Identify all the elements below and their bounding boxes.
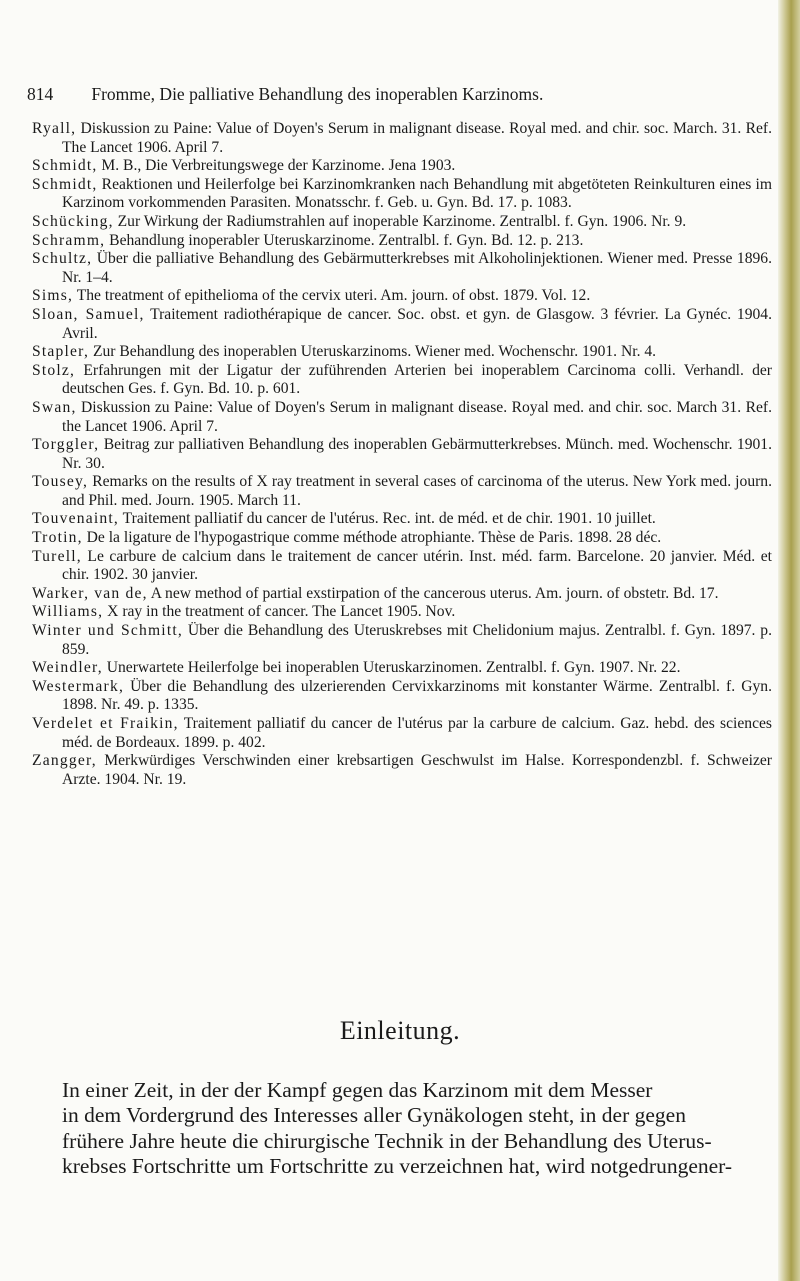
reference-author: Warker, van de, <box>32 584 148 602</box>
reference-text: Merkwürdiges Verschwinden einer krebsartigen Geschwulst im Halse. Korrespondenzbl. f. Schweizer Arzte. 1904. Nr. 19. <box>62 752 772 788</box>
reference-text: M. B., Die Verbreitungswege der Karzinome. Jena 1903. <box>101 157 456 175</box>
reference-author: Stolz, <box>32 361 76 379</box>
reference-text: Unerwartete Heilerfolge bei inoperablen Uteruskarzinomen. Zentralbl. f. Gyn. 1907. Nr. 22. <box>106 659 681 677</box>
reference-entry <box>32 176 772 213</box>
reference-author: Winter und Schmitt, <box>32 622 184 640</box>
paragraph-line: In einer Zeit, in der der Kampf gegen das Karzinom mit dem Messer <box>62 1078 653 1102</box>
reference-author: Schultz, <box>32 250 93 268</box>
reference-text: Traitement radiothérapique de cancer. Soc. obst. et gyn. de Glasgow. 3 février. La Gynéc. 1904. Avril. <box>62 305 772 342</box>
reference-entry <box>32 120 772 157</box>
reference-author: Turell, <box>32 547 82 565</box>
reference-author: Sloan, Samuel, <box>32 305 145 323</box>
reference-entry <box>32 510 772 529</box>
reference-author: Westermark, <box>32 677 125 695</box>
reference-author: Schramm, <box>32 231 106 249</box>
reference-author: Torggler, <box>32 436 100 454</box>
intro-paragraph <box>62 1078 752 1180</box>
reference-author: Sims, <box>32 287 74 305</box>
reference-entry <box>32 715 772 752</box>
running-title: Fromme, Die palliative Behandlung des inoperablen Karzinoms. <box>91 84 544 104</box>
reference-author: Schmidt, <box>32 157 98 175</box>
reference-text: A new method of partial exstirpation of the cancerous uterus. Am. journ. of obstetr. Bd. 17. <box>150 584 719 602</box>
reference-author: Williams, <box>32 603 104 621</box>
reference-text: Le carbure de calcium dans le traitement de cancer utérin. Inst. méd. farm. Barcelone. 20 janvier. Méd. et chir. 1902. 30 janvier. <box>62 547 772 584</box>
reference-author: Stapler, <box>32 343 90 361</box>
reference-author: Schmidt, <box>32 175 98 193</box>
reference-text: Zur Behandlung des inoperablen Uteruskarzinoms. Wiener med. Wochenschr. 1901. Nr. 4. <box>92 343 657 361</box>
reference-author: Trotin, <box>32 529 83 547</box>
reference-entry <box>32 473 772 510</box>
reference-text: Diskussion zu Paine: Value of Doyen's Serum in malignant disease. Royal med. and chir. soc. March 31. Ref. the Lancet 1906. April 7. <box>62 398 772 435</box>
reference-text: Traitement palliatif du cancer de l'utérus par la carbure de calcium. Gaz. hebd. des sciences méd. de Bordeaux. 1899. p. 402. <box>62 715 772 751</box>
reference-text: Reaktionen und Heilerfolge bei Karzinomkranken nach Behandlung mit abgetöteten Reinkulturen eines im Karzinom vorkommenden Parasiten. Monatsschr. f. Geb. u. Gyn. Bd. 17. p. 1083. <box>62 175 773 212</box>
reference-entry <box>32 213 772 232</box>
reference-entry <box>32 548 772 585</box>
reference-text: X ray in the treatment of cancer. The Lancet 1905. Nov. <box>107 603 456 621</box>
paragraph-line: frühere Jahre heute die chirurgische Technik in der Behandlung des Uterus- <box>62 1128 712 1153</box>
reference-text: Über die palliative Behandlung des Gebärmutterkrebses mit Alkoholinjektionen. Wiener med. Presse 1896. Nr. 1–4. <box>62 250 772 286</box>
reference-entry <box>32 678 772 715</box>
reference-author: Tousey, <box>32 473 89 491</box>
page-edge-shadow <box>778 0 800 1281</box>
reference-entry <box>32 622 772 659</box>
reference-author: Swan, <box>32 398 77 416</box>
section-heading: Einleitung. <box>339 1016 461 1045</box>
reference-entry <box>32 659 772 678</box>
reference-entry <box>32 232 772 251</box>
reference-author: Verdelet et Fraikin, <box>32 715 179 732</box>
reference-text: De la ligature de l'hypogastrique comme méthode atrophiante. Thèse de Paris. 1898. 28 déc. <box>86 529 662 547</box>
reference-author: Ryall, <box>32 120 77 137</box>
reference-text: The treatment of epithelioma of the cervix uteri. Am. journ. of obst. 1879. Vol. 12. <box>76 287 591 305</box>
reference-text: Erfahrungen mit der Ligatur der zuführenden Arterien bei inoperablem Carcinoma colli. Verhandl. der deutschen Ges. f. Gyn. Bd. 10. p. 601. <box>62 361 772 398</box>
reference-entry <box>32 157 772 176</box>
reference-list <box>32 120 772 789</box>
running-header <box>27 84 747 105</box>
reference-entry <box>32 306 772 343</box>
reference-text: Über die Behandlung des ulzerierenden Cervixkarzinoms mit konstanter Wärme. Zentralbl. f. Gyn. 1898. Nr. 49. p. 1335. <box>62 677 772 714</box>
reference-entry <box>32 436 772 473</box>
reference-author: Touvenaint, <box>32 510 120 528</box>
reference-author: Schücking, <box>32 212 114 230</box>
reference-entry <box>32 585 772 604</box>
reference-entry <box>32 399 772 436</box>
reference-text: Beitrag zur palliativen Behandlung des inoperablen Gebärmutterkrebses. Münch. med. Wochenschr. 1901. Nr. 30. <box>62 436 772 472</box>
reference-text: Diskussion zu Paine: Value of Doyen's Serum in malignant disease. Royal med. and chir. soc. March. 31. Ref. The Lancet 1906. April 7. <box>62 120 772 156</box>
reference-entry <box>32 287 772 306</box>
page-number: 814 <box>27 84 54 104</box>
reference-text: Behandlung inoperabler Uteruskarzinome. Zentralbl. f. Gyn. Bd. 12. p. 213. <box>109 231 584 249</box>
reference-author: Weindler, <box>32 659 103 677</box>
reference-entry <box>32 603 772 622</box>
reference-entry <box>32 529 772 548</box>
paragraph-line: in dem Vordergrund des Interesses aller Gynäkologen steht, in der gegen <box>62 1103 686 1128</box>
reference-entry <box>32 362 772 399</box>
reference-text: Remarks on the results of X ray treatment in several cases of carcinoma of the uterus. New York med. journ. and Phil. med. Journ. 1905. March 11. <box>62 473 773 509</box>
paragraph-line: krebses Fortschritte um Fortschritte zu verzeichnen hat, wird notgedrungener- <box>62 1154 733 1179</box>
reference-entry <box>32 250 772 287</box>
reference-entry <box>32 343 772 362</box>
reference-author: Zangger, <box>32 752 97 770</box>
reference-text: Zur Wirkung der Radiumstrahlen auf inoperable Karzinome. Zentralbl. f. Gyn. 1906. Nr. 9. <box>117 212 687 230</box>
reference-text: Traitement palliatif du cancer de l'utérus. Rec. int. de méd. et de chir. 1901. 10 juillet. <box>122 510 656 528</box>
reference-text: Über die Behandlung des Uteruskrebses mit Chelidonium majus. Zentralbl. f. Gyn. 1897. p. 859. <box>62 622 773 658</box>
reference-entry <box>32 752 772 789</box>
